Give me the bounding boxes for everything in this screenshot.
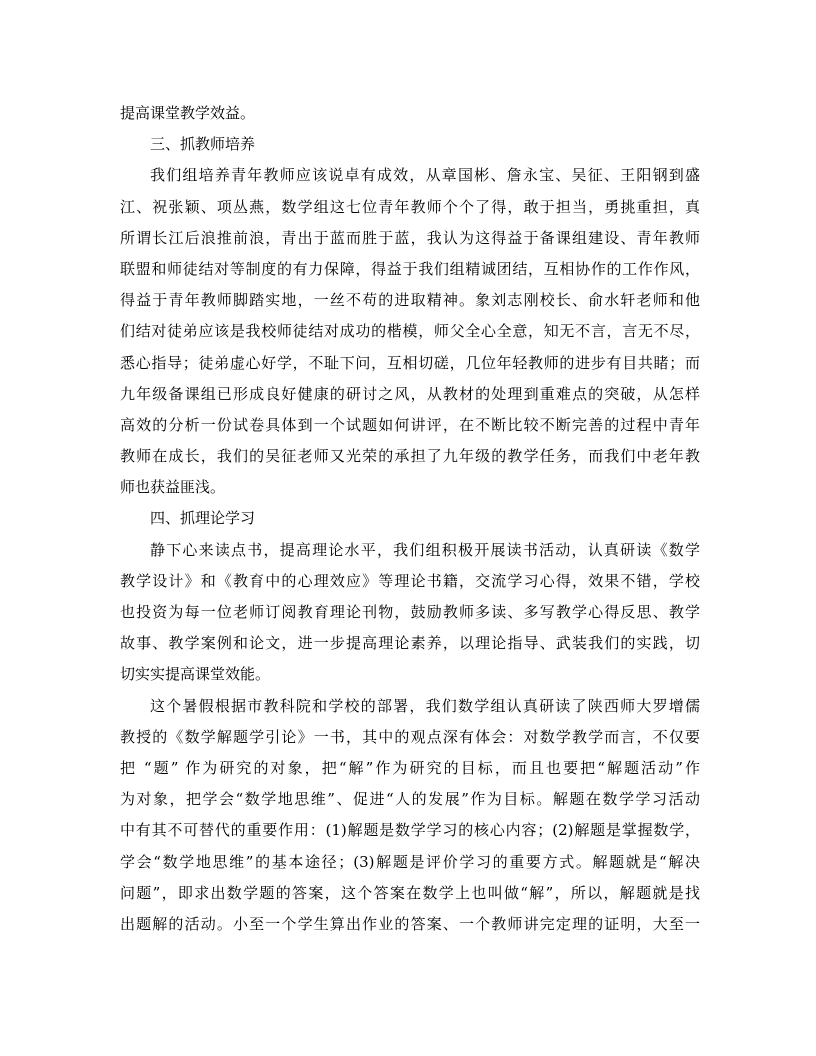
paragraph (120, 691, 700, 941)
text-line: 所谓长江后浪推前浪，青出于蓝而胜于蓝，我认为这得益于备课组建设、青年教师 (120, 228, 700, 247)
text-line: 这个暑假根据市教科院和学校的部署，我们数学组认真研读了陕西师大罗增儒 (150, 696, 700, 715)
text-line: 中有其不可替代的重要作用：(1)解题是数学学习的核心内容；(2)解题是掌握数学， (120, 821, 700, 840)
text-line: 教师在成长，我们的吴征老师又光荣的承担了九年级的教学任务，而我们中老年教 (120, 447, 700, 466)
text-line: 为对象，把学会“数学地思维”、促进“人的发展”作为目标。解题在数学学习活动 (120, 790, 700, 809)
paragraph (120, 160, 700, 503)
text-line: 得益于青年教师脚踏实地，一丝不苟的进取精神。象刘志刚校长、俞水轩老师和他 (120, 291, 700, 310)
text-line: 们结对徒弟应该是我校师徒结对成功的楷模，师父全心全意，知无不言，言无不尽， (120, 322, 700, 341)
text-line: 高效的分析一份试卷具体到一个试题如何讲评，在不断比较不断完善的过程中青年 (120, 415, 700, 434)
section-heading: 四、抓理论学习 (150, 509, 256, 528)
text-line: 我们组培养青年教师应该说卓有成效，从章国彬、詹永宝、吴征、王阳钢到盛 (150, 166, 700, 185)
text-line: 切实实提高课堂效能。 (120, 665, 271, 684)
text-line: 问题”，即求出数学题的答案，这个答案在数学上也叫做“解”，所以，解题就是找 (120, 883, 700, 902)
text-line: 静下心来读点书，提高理论水平，我们组积极开展读书活动，认真研读《数学 (150, 540, 700, 559)
section-heading: 三、抓教师培养 (150, 135, 256, 154)
text-line: 把 “题” 作为研究的对象，把“解”作为研究的目标，而且也要把“解题活动”作 (120, 758, 700, 777)
text-line: 提高课堂教学效益。 (120, 104, 256, 122)
text-line: 教学设计》和《教育中的心理效应》等理论书籍，交流学习心得，效果不错，学校 (120, 571, 700, 590)
text-line: 学会“数学地思维”的基本途径；(3)解题是评价学习的重要方式。解题就是“解决 (120, 852, 700, 871)
text-line: 悉心指导；徒弟虚心好学，不耻下问，互相切磋，几位年轻教师的进步有目共睹；而 (120, 353, 700, 372)
text-line: 故事、教学案例和论文，进一步提高理论素养，以理论指导、武装我们的实践，切 (120, 634, 700, 653)
text-line: 也投资为每一位老师订阅教育理论刊物，鼓励教师多读、多写教学心得反思、教学 (120, 603, 700, 621)
text-line: 联盟和师徒结对等制度的有力保障，得益于我们组精诚团结，互相协作的工作作风， (120, 259, 700, 278)
text-line: 出题解的活动。小至一个学生算出作业的答案、一个教师讲完定理的证明，大至一 (120, 914, 700, 933)
text-line: 九年级备课组已形成良好健康的研讨之风，从教材的处理到重难点的突破，从怎样 (120, 384, 700, 403)
paragraph-continuation (120, 98, 700, 129)
text-line: 师也获益匪浅。 (120, 478, 226, 497)
document-body (120, 98, 700, 940)
paragraph (120, 535, 700, 691)
text-line: 教授的《数学解题学引论》一书，其中的观点深有体会：对数学教学而言，不仅要 (120, 727, 700, 746)
text-line: 江、祝张颖、项丛燕，数学组这七位青年教师个个了得，敢于担当，勇挑重担，真 (120, 197, 700, 216)
